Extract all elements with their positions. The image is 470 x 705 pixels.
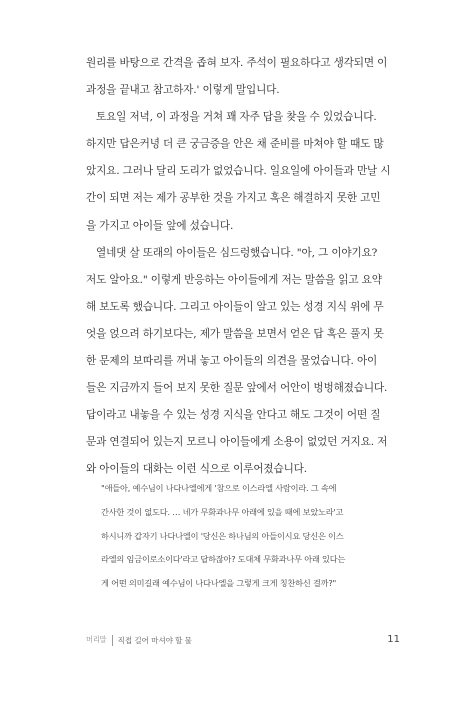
body-line: 들은 지금까지 들어 보지 못한 질문 앞에서 어안이 벙벙해졌습니다.	[86, 382, 388, 395]
section-label: 머리말	[86, 635, 107, 644]
body-line: 하지만 답은커녕 더 큰 궁금증을 안은 채 준비를 마쳐야 할 때도 많	[86, 138, 384, 151]
body-line: 답이라고 내놓을 수 있는 성경 지식을 안다고 해도 그것이 어떤 질	[86, 409, 381, 422]
quote-line: 라엘의 임금이로소이다'라고 답하잖아? 도대체 무화과나무 아래 있다는	[101, 554, 346, 565]
body-line: 간이 되면 저는 제가 공부한 것을 가지고 혹은 해결하지 못한 고민	[86, 192, 381, 205]
quote-line: 간사한 것이 없도다. … 네가 무화과나무 아래에 있을 때에 보았노라'고	[101, 506, 344, 517]
body-line: 해 보도록 했습니다. 그리고 아이들이 알고 있는 성경 지식 위에 무	[86, 300, 384, 313]
running-footer	[86, 632, 192, 648]
page-number: 11	[387, 634, 400, 645]
chapter-title: 직접 길어 마셔야 할 물	[117, 635, 192, 645]
body-line: 엇을 얹으려 하기보다는, 제가 말씀을 보면서 얻은 답 혹은 풀지 못	[86, 327, 384, 340]
body-line: 와 아이들의 대화는 이런 식으로 이루어졌습니다.	[86, 463, 307, 476]
quote-line: 하시니까 갑자기 나다나엘이 '당신은 하나님의 아들이시요 당신은 이스	[101, 530, 344, 541]
page-footer	[86, 632, 406, 648]
body-line: 을 가지고 아이들 앞에 섰습니다.	[86, 219, 234, 232]
quote-line: 게 어떤 의미길래 예수님이 나다나엘을 그렇게 크게 칭찬하신 걸까?"	[101, 578, 337, 589]
body-line: 문과 연결되어 있는지 모르니 아이들에게 소용이 없었던 거지요. 저	[86, 436, 388, 449]
body-line: 토요일 저녁, 이 과정을 거쳐 꽤 자주 답을 찾을 수 있었습니다.	[96, 111, 377, 124]
footer-divider	[112, 635, 113, 646]
body-line: 원리를 바탕으로 간격을 좁혀 보자. 주석이 필요하다고 생각되면 이	[86, 57, 388, 69]
body-text	[86, 50, 402, 484]
body-line: 한 문제의 보따리를 꺼내 놓고 아이들의 의견을 물었습니다. 아이	[86, 355, 378, 368]
body-line: 열네댓 살 또래의 아이들은 심드렁했습니다. "아, 그 이야기요?	[96, 246, 378, 259]
body-line: 았지요. 그러나 달리 도리가 없었습니다. 일요일에 아이들과 만날 시	[86, 165, 391, 178]
body-line: 과정을 끝내고 참고하자.' 이렇게 말입니다.	[86, 84, 280, 97]
quote-line: "애들아, 예수님이 나다나엘에게 '참으로 이스라엘 사람이라. 그 속에	[101, 483, 337, 493]
quote-block	[101, 477, 401, 596]
body-line: 저도 알아요." 이렇게 반응하는 아이들에게 저는 말씀을 읽고 요약	[86, 273, 382, 286]
